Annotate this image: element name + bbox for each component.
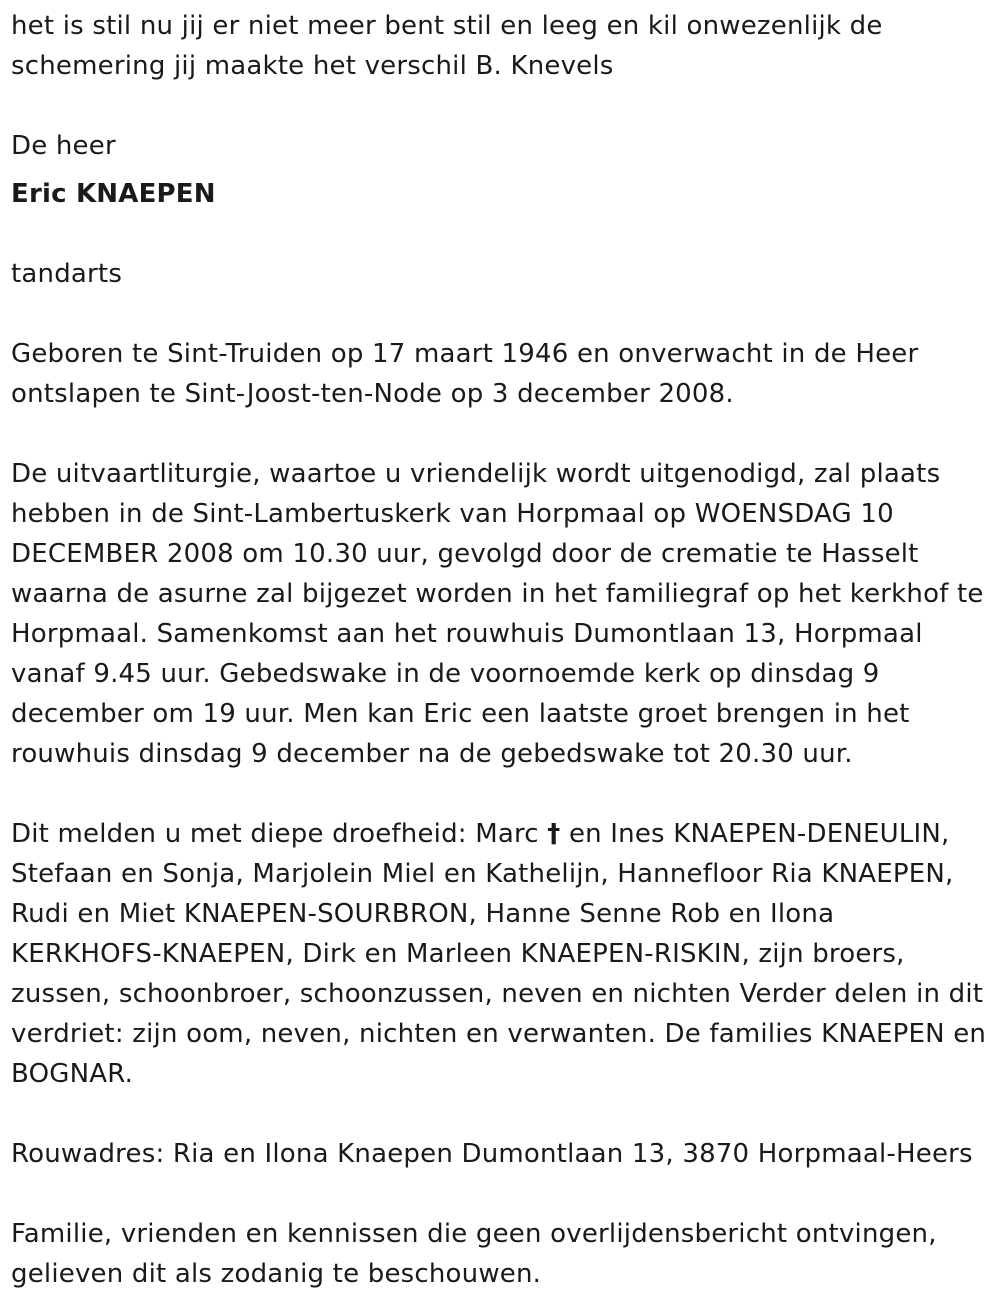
profession: tandarts [11,259,123,289]
poem: het is stil nu jij er niet meer bent stil en leeg en kil onwezenlijk de schemering jij maakte het verschil B. Knevels [11,11,883,81]
spacer [11,1174,988,1214]
spacer [11,86,988,126]
mourning-address: Rouwadres: Ria en Ilona Knaepen Dumontlaan 13, 3870 Horpmaal-Heers [11,1139,973,1169]
spacer [11,414,988,454]
closing-note: Familie, vrienden en kennissen die geen overlijdensbericht ontvingen, gelieven dit als zodanig te beschouwen. [11,1219,937,1289]
spacer [11,1094,988,1134]
salutation: De heer [11,131,116,161]
spacer [11,294,988,334]
birth-death-info: Geboren te Sint-Truiden op 17 maart 1946 en onverwacht in de Heer ontslapen te Sint-Joost-ten-Node op 3 december 2008. [11,339,919,409]
family-members: en Ines KNAEPEN-DENEULIN, Stefaan en Sonja, Marjolein Miel en Kathelijn, Hannefloor Ria KNAEPEN, Rudi en Miet KNAEPEN-SOURBRON, Hanne Senne Rob en Ilona KERKHOFS-KNAEPEN, Dirk en Marleen KNAEPEN-RISKIN, zijn broers, zussen, schoonbroer, schoonzussen, neven en nichten Verder delen in dit verdriet: zijn oom, neven, nichten en verwanten. De families KNAEPEN en BOGNAR. [11,819,987,1089]
deceased-name: Eric KNAEPEN [11,179,216,209]
family-intro: Dit melden u met diepe droefheid: Marc [11,819,539,849]
ceremony-info: De uitvaartliturgie, waartoe u vriendelijk wordt uitgenodigd, zal plaats hebben in de Sint-Lambertuskerk van Horpmaal op WOENSDAG 10 DECEMBER 2008 om 10.30 uur, gevolgd door de crematie te Hasselt waarna de asurne zal bijgezet worden in het familiegraf op het kerkhof te Horpmaal. Samenkomst aan het rouwhuis Dumontlaan 13, Horpmaal vanaf 9.45 uur. Gebedswake in de voornoemde kerk op dinsdag 9 december om 19 uur. Men kan Eric een laatste groet brengen in het rouwhuis dinsdag 9 december na de gebedswake tot 20.30 uur. [11,459,984,769]
spacer [11,774,988,814]
cross-icon: † [547,819,561,849]
family-announcement [11,814,988,1094]
spacer [11,214,988,254]
